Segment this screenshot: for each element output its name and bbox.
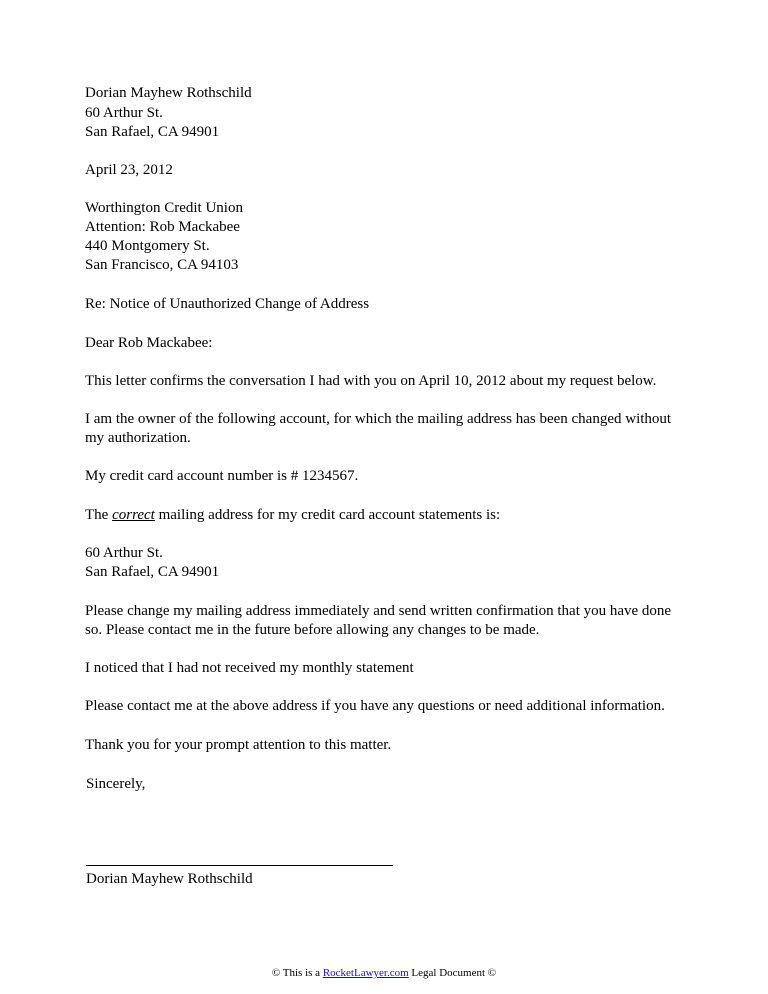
body-paragraph-7: Please contact me at the above address if you have any questions or need additional information. <box>85 698 665 714</box>
body-paragraph-8: Thank you for your prompt attention to this matter. <box>85 737 392 753</box>
body-paragraph-5-line-1: Please change my mailing address immediately and send written confirmation that you have done <box>85 603 672 619</box>
footer-pre: © This is a <box>271 967 323 979</box>
footer-post: Legal Document © <box>408 967 497 979</box>
footer <box>0 966 768 980</box>
recipient-attention: Attention: Rob Mackabee <box>85 219 240 235</box>
body-paragraph-1: This letter confirms the conversation I had with you on April 10, 2012 about my request below. <box>85 373 657 389</box>
body-paragraph-2-line-1: I am the owner of the following account, for which the mailing address has been changed without <box>85 411 672 427</box>
correct-address-street: 60 Arthur St. <box>85 545 163 561</box>
sender-name: Dorian Mayhew Rothschild <box>85 85 252 101</box>
correct-address-city: San Rafael, CA 94901 <box>85 564 220 580</box>
correct-address-pre: The <box>85 507 113 523</box>
rocketlawyer-link[interactable]: RocketLawyer.com <box>322 967 409 979</box>
sender-city: San Rafael, CA 94901 <box>85 124 220 140</box>
body-paragraph-6: I noticed that I had not received my monthly statement <box>85 660 414 676</box>
signature-name: Dorian Mayhew Rothschild <box>86 871 253 887</box>
sender-street: 60 Arthur St. <box>85 105 163 121</box>
body-paragraph-5-line-2: so. Please contact me in the future before allowing any changes to be made. <box>85 622 540 638</box>
correct-address-post: mailing address for my credit card account statements is: <box>154 507 501 523</box>
body-paragraph-2-line-2: my authorization. <box>85 430 191 446</box>
recipient-org: Worthington Credit Union <box>85 200 243 216</box>
signature-line <box>86 865 393 866</box>
closing: Sincerely, <box>86 776 146 792</box>
salutation: Dear Rob Mackabee: <box>85 335 213 351</box>
correct-emphasis: correct <box>112 507 155 523</box>
correct-address-line <box>85 506 500 525</box>
letter-date: April 23, 2012 <box>85 162 173 178</box>
re-line: Re: Notice of Unauthorized Change of Address <box>85 296 370 312</box>
recipient-street: 440 Montgomery St. <box>85 238 210 254</box>
account-number-line: My credit card account number is # 1234567. <box>85 468 359 484</box>
recipient-city: San Francisco, CA 94103 <box>85 257 239 273</box>
